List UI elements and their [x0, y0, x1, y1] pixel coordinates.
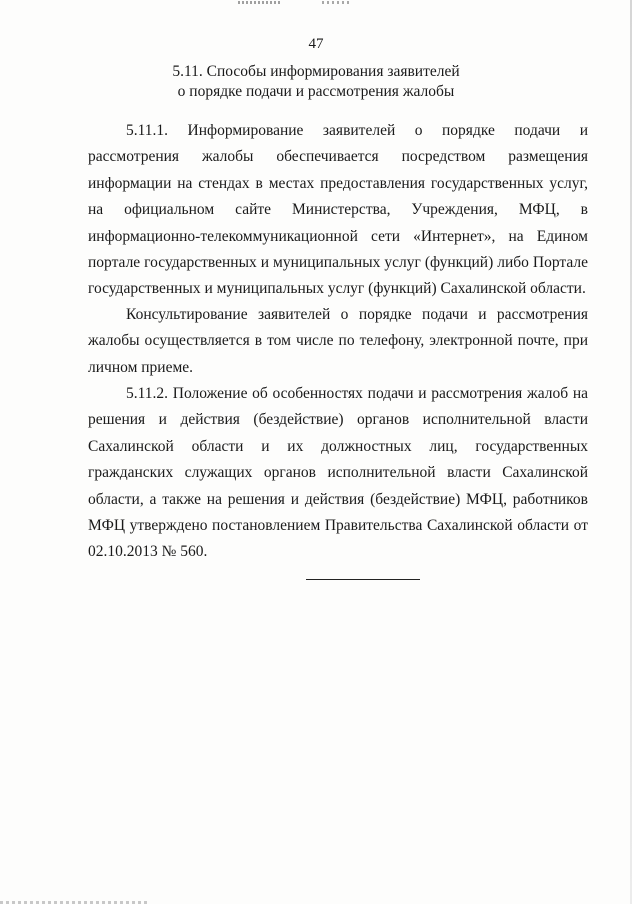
scan-artifact-top	[0, 0, 632, 6]
body-paragraph-block	[88, 381, 588, 566]
body-paragraph-block	[88, 302, 588, 381]
section-heading-line: 5.11. Способы информирования заявителей	[172, 63, 460, 80]
paragraph-5-11-2: 5.11.2. Положение об особенностях подачи и рассмотрения жалоб на решения и действия (бездействие) органов исполнительной власти Сахалинской области и их должностных лиц, государственных гражданских служащих органов исполнительной власти Сахалинской области, а также на решения и действия (бездействие) МФЦ, работников МФЦ утверждено постановлением Правительства Сахалинской области от 02.10.2013 № 560.	[88, 385, 588, 561]
paragraph-consultation: Консультирование заявителей о порядке подачи и рассмотрения жалобы осуществляется в том числе по телефону, электронной почте, при личном приеме.	[88, 306, 588, 376]
section-heading-line: о порядке подачи и рассмотрения жалобы	[177, 83, 455, 100]
scan-noise-mark	[238, 1, 282, 4]
body-paragraph-block	[88, 118, 588, 303]
section-heading	[0, 62, 632, 102]
page-number: 47	[308, 36, 324, 52]
paragraph-5-11-1: 5.11.1. Информирование заявителей о порядке подачи и рассмотрения жалобы обеспечивается посредством размещения информации на стендах в местах предоставления государственных услуг, на официальном сайте Министерства, Учреждения, МФЦ, в информационно-телекоммуникационной сети «Интернет», на Едином портале государственных и муниципальных услуг (функций) либо Портале государственных и муниципальных услуг (функций) Сахалинской области.	[88, 122, 588, 298]
scan-noise-mark	[322, 1, 352, 4]
end-of-text-rule	[306, 579, 420, 580]
